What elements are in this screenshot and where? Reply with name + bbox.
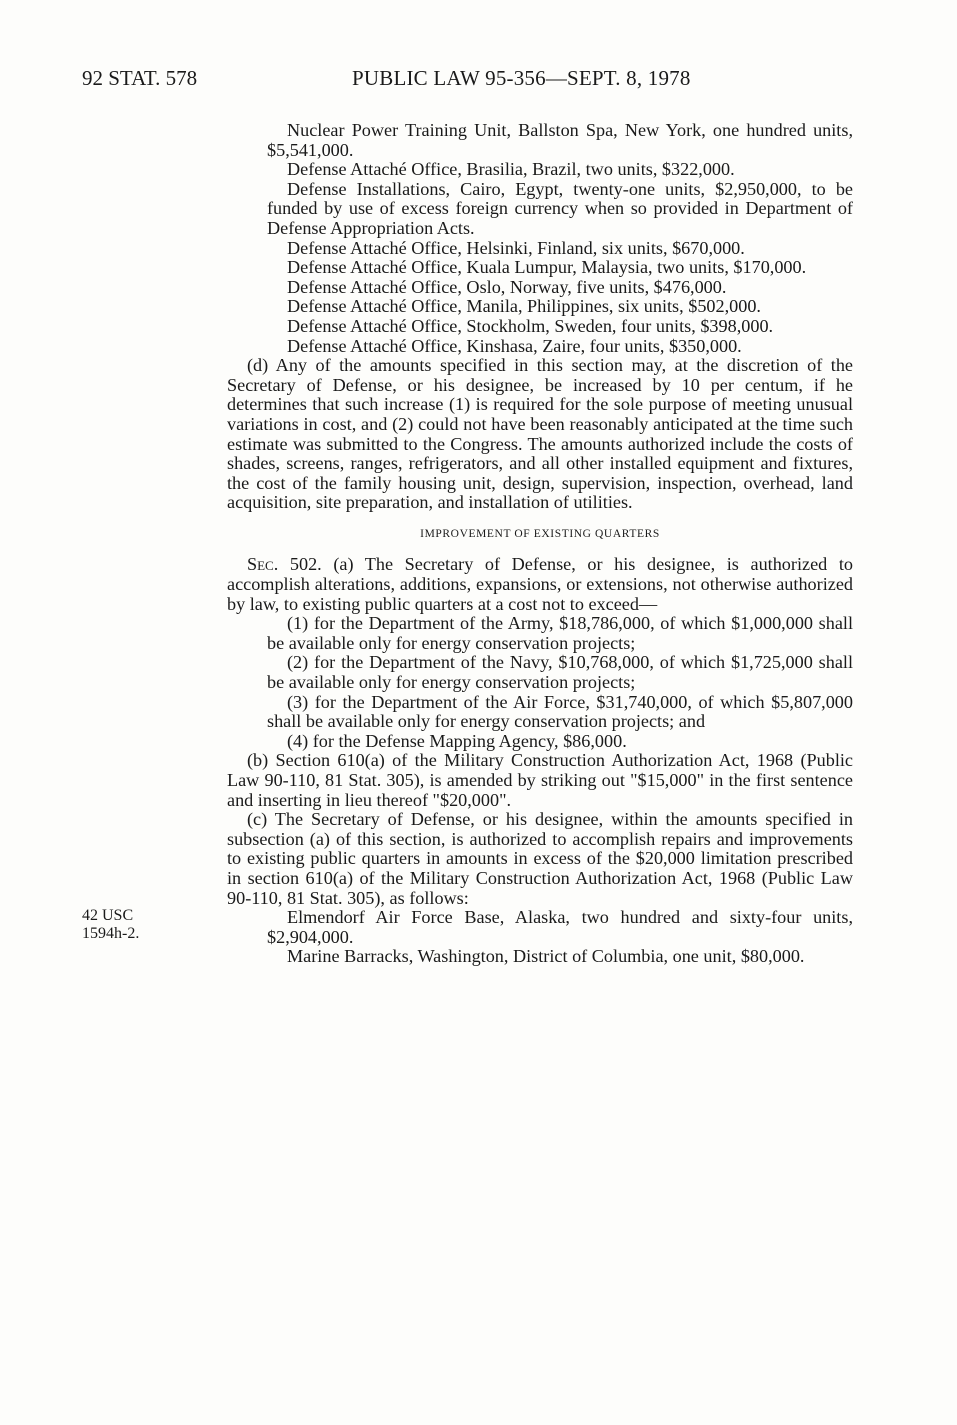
listing-entry: Defense Attaché Office, Kuala Lumpur, Malaysia, two units, $170,000. xyxy=(287,257,807,278)
public-law-title: PUBLIC LAW 95-356—SEPT. 8, 1978 xyxy=(352,66,691,90)
margin-citation-line2: 1594h-2. xyxy=(82,925,140,942)
subsection-item: (1) for the Department of the Army, $18,786,000, of which $1,000,000 shall be available only for energy conservation projects; xyxy=(267,613,853,653)
statute-page-number: 92 STAT. 578 xyxy=(82,66,198,90)
listing-entry: Nuclear Power Training Unit, Ballston Spa, New York, one hundred units, $5,541,000. xyxy=(267,120,853,160)
repair-item: Elmendorf Air Force Base, Alaska, two hundred and sixty-four units, $2,904,000. xyxy=(267,907,853,947)
body-text xyxy=(227,121,853,967)
section-502-b: (b) Section 610(a) of the Military Construction Authorization Act, 1968 (Public Law 90-110, 81 Stat. 305), is amended by striking out "$15,000" in the first sentence and inserting in lieu thereof "$20,000". xyxy=(227,750,853,810)
listing-entry: Defense Attaché Office, Brasilia, Brazil, two units, $322,000. xyxy=(287,159,735,180)
subsection-item: (3) for the Department of the Air Force, $31,740,000, of which $5,807,000 shall be available only for energy conservation projects; and xyxy=(267,691,853,732)
listing-entry: Defense Attaché Office, Kinshasa, Zaire, four units, $350,000. xyxy=(287,335,742,356)
section-heading: IMPROVEMENT OF EXISTING QUARTERS xyxy=(420,527,660,540)
listing-entry: Defense Attaché Office, Helsinki, Finland, six units, $670,000. xyxy=(287,237,745,258)
subsection-item: (2) for the Department of the Navy, $10,768,000, of which $1,725,000 shall be available only for energy conservation projects; xyxy=(267,652,853,693)
section-label: Sec. 502. xyxy=(247,554,322,575)
margin-citation-line1: 42 USC xyxy=(82,907,134,924)
subsection-item: (4) for the Defense Mapping Agency, $86,000. xyxy=(287,730,627,751)
listing-entry: Defense Attaché Office, Manila, Philippines, six units, $502,000. xyxy=(287,296,761,317)
page-header xyxy=(82,66,847,96)
listing-entry: Defense Installations, Cairo, Egypt, twenty-one units, $2,950,000, to be funded by use of excess foreign currency when so provided in Department of Defense Appropriation Acts. xyxy=(267,178,853,238)
repair-item: Marine Barracks, Washington, District of Columbia, one unit, $80,000. xyxy=(287,946,805,967)
margin-citation xyxy=(82,907,182,943)
section-502-a xyxy=(227,555,853,614)
section-502-c: (c) The Secretary of Defense, or his designee, within the amounts specified in subsection (a) of this section, is authorized to accomplish repairs and improvements to existing public quarters in amounts in excess of the $20,000 limitation prescribed in section 610(a) of the Military Construction Authorization Act, 1968 (Public Law 90-110, 81 Stat. 305), as follows: xyxy=(227,809,853,908)
listing-entry: Defense Attaché Office, Oslo, Norway, five units, $476,000. xyxy=(287,276,727,297)
listing-entry: Defense Attaché Office, Stockholm, Sweden, four units, $398,000. xyxy=(287,315,774,336)
paragraph-d: (d) Any of the amounts specified in this section may, at the discretion of the Secretary of Defense, or his designee, be increased by 10 per centum, if he determines that such increase (1) is required for the sole purpose of meeting unusual variations in cost, and (2) could not have been reasonably anticipated at the time such estimate was submitted to the Congress. The amounts authorized include the costs of shades, screens, ranges, refrigerators, and all other installed equipment and fixtures, the cost of the family housing unit, design, supervision, inspection, overhead, land acquisition, site preparation, and installation of utilities. xyxy=(227,355,853,513)
section-502-a-text: (a) The Secretary of Defense, or his designee, is authorized to accomplish alterations, additions, expansions, or extensions, not otherwise authorized by law, to existing public quarters at a cost not to exceed— xyxy=(227,554,853,614)
